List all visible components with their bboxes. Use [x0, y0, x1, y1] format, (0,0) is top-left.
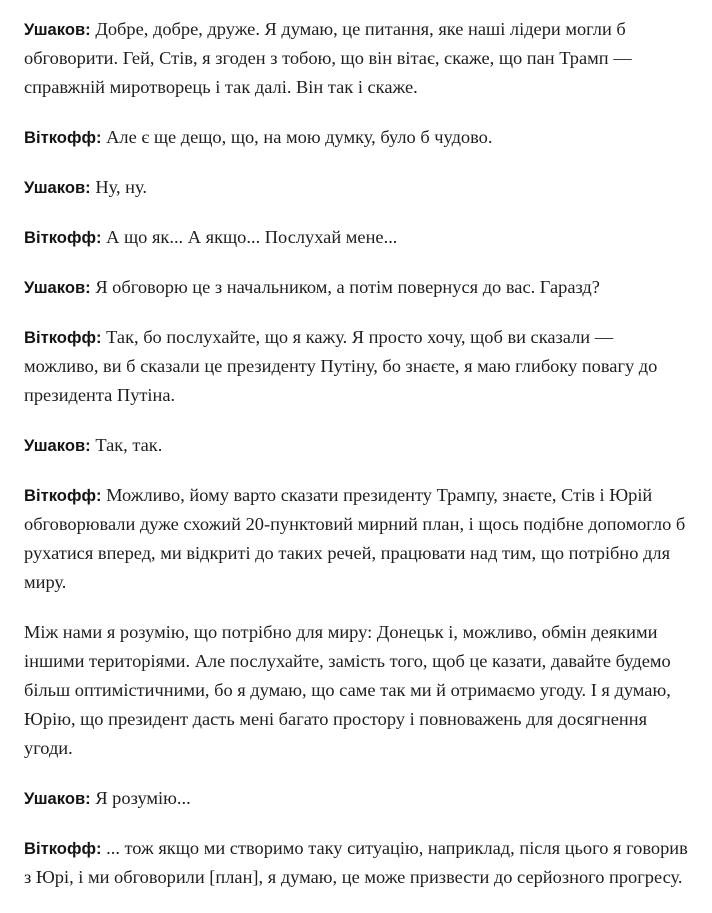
speech-text: Ну, ну.: [95, 177, 147, 197]
speaker-label: Віткофф:: [24, 486, 102, 505]
transcript-paragraph: [24, 431, 688, 460]
speaker-label: Віткофф:: [24, 839, 102, 858]
transcript-paragraph: [24, 784, 688, 813]
transcript-paragraph: [24, 323, 688, 410]
speaker-label: Ушаков:: [24, 789, 91, 808]
speaker-label: Ушаков:: [24, 278, 91, 297]
speech-text: Я розумію...: [95, 788, 191, 808]
speech-text: Між нами я розумію, що потрібно для миру: Донецьк і, можливо, обмін деякими іншими територіями. Але послухайте, замість того, щоб це казати, давайте будемо більш оптимістичними, бо я думаю, що саме так ми й отримаємо угоду. І я думаю, Юрію, що президент дасть мені багато простору і повноважень для досягнення угоди.: [24, 622, 671, 758]
speech-text: Можливо, йому варто сказати президенту Трампу, знаєте, Стів і Юрій обговорювали дуже схожий 20-пунктовий мирний план, і щось подібне допомогло б рухатися вперед, ми відкриті до таких речей, працювати над тим, що потрібно для миру.: [24, 485, 686, 592]
speaker-label: Віткофф:: [24, 228, 102, 247]
speech-text: Так, так.: [95, 435, 163, 455]
transcript-paragraph: [24, 173, 688, 202]
transcript-paragraph: [24, 834, 688, 892]
transcript-paragraph: [24, 15, 688, 102]
speaker-label: Ушаков:: [24, 20, 91, 39]
transcript-paragraph: [24, 123, 688, 152]
speech-text: Так, бо послухайте, що я кажу. Я просто хочу, щоб ви сказали — можливо, ви б сказали це президенту Путіну, бо знаєте, я маю глибоку повагу до президента Путіна.: [24, 327, 658, 405]
speaker-label: Віткофф:: [24, 128, 102, 147]
speech-text: Я обговорю це з начальником, а потім повернуся до вас. Гаразд?: [95, 277, 600, 297]
speech-text: Добре, добре, друже. Я думаю, це питання, яке наші лідери могли б обговорити. Гей, Стів, я згоден з тобою, що він вітає, скаже, що пан Трамп — справжній миротворець і так далі. Він так і скаже.: [24, 19, 632, 97]
speech-text: Але є ще дещо, що, на мою думку, було б чудово.: [106, 127, 493, 147]
speech-text: ... тож якщо ми створимо таку ситуацію, наприклад, після цього я говорив з Юрі, і ми обговорили [план], я думаю, це може призвести до серйозного прогресу.: [24, 838, 688, 887]
speaker-label: Ушаков:: [24, 436, 91, 455]
transcript-paragraph: [24, 273, 688, 302]
speaker-label: Віткофф:: [24, 328, 102, 347]
transcript: [24, 15, 688, 913]
transcript-paragraph: [24, 223, 688, 252]
speech-text: А що як... А якщо... Послухай мене...: [106, 227, 398, 247]
transcript-paragraph: [24, 618, 688, 763]
speaker-label: Ушаков:: [24, 178, 91, 197]
transcript-paragraph: [24, 481, 688, 597]
